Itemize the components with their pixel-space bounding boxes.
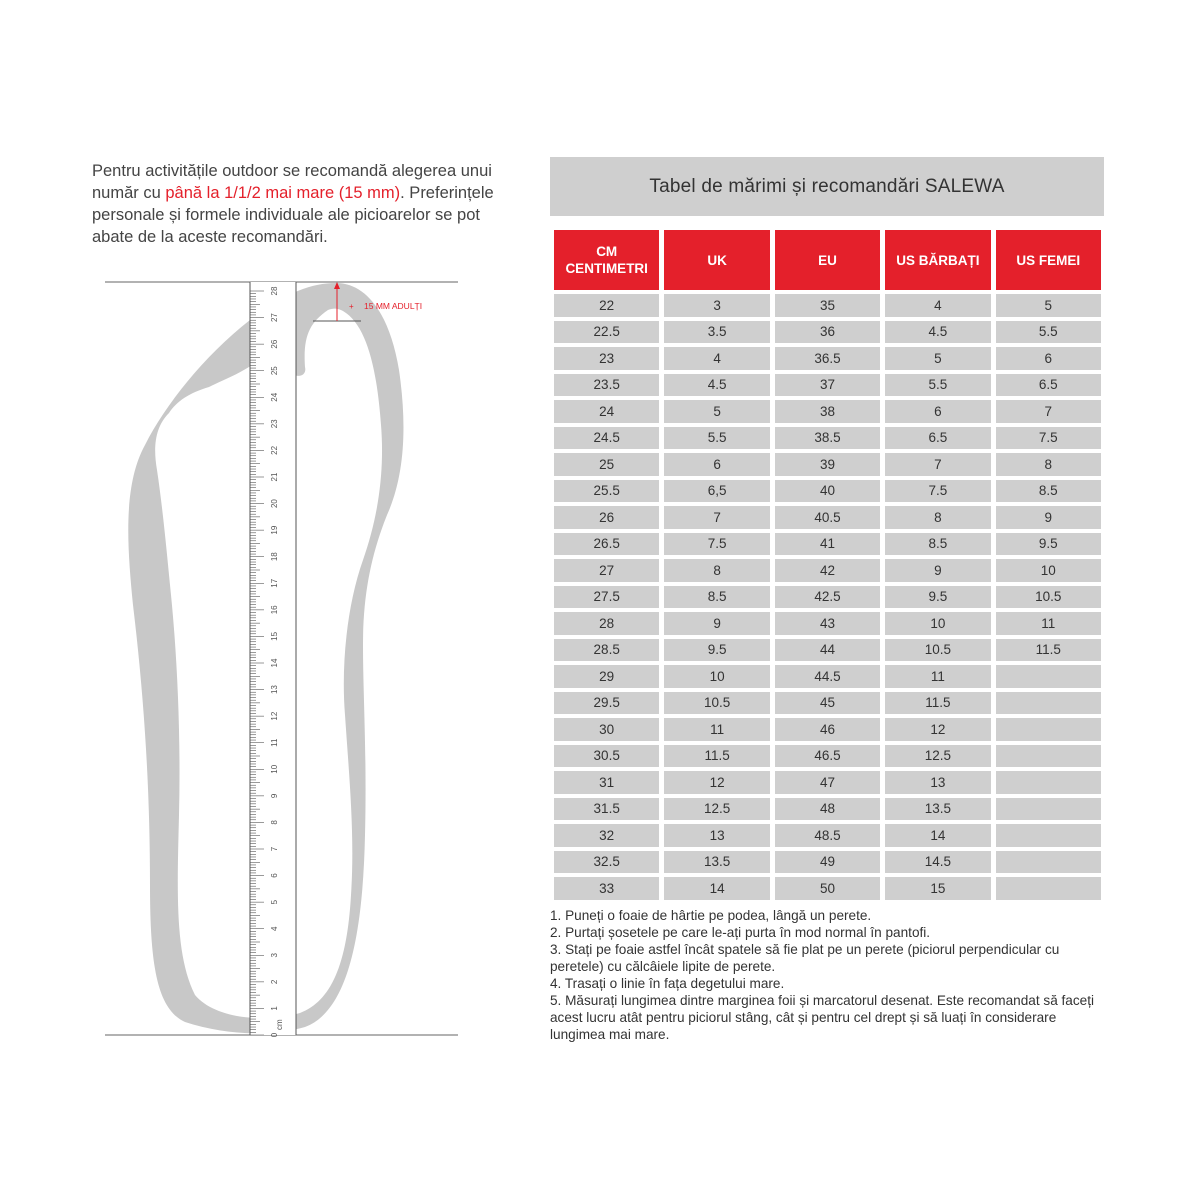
table-cell: 15 [885, 877, 990, 900]
table-row [554, 294, 1101, 317]
table-cell: 26 [554, 506, 659, 529]
table-cell: 36.5 [775, 347, 880, 370]
table-cell [996, 692, 1101, 715]
toe-shape [220, 379, 252, 407]
table-cell: 11.5 [885, 692, 990, 715]
table-row [554, 798, 1101, 821]
table-row [554, 745, 1101, 768]
table-cell: 12 [885, 718, 990, 741]
table-cell: 9.5 [996, 533, 1101, 556]
table-cell: 10.5 [885, 639, 990, 662]
ruler-number: 18 [270, 552, 279, 562]
table-cell: 29.5 [554, 692, 659, 715]
ruler-number: 22 [270, 445, 279, 455]
table-cell: 4.5 [885, 321, 990, 344]
table-cell: 41 [775, 533, 880, 556]
column-header: US FEMEI [996, 230, 1101, 290]
table-cell: 4 [885, 294, 990, 317]
ruler-number: 12 [270, 711, 279, 721]
table-cell: 40 [775, 480, 880, 503]
ruler-number: 19 [270, 525, 279, 535]
ruler-number: 7 [270, 846, 279, 852]
measurement-instructions [550, 907, 1110, 1043]
table-cell: 13.5 [885, 798, 990, 821]
table-row [554, 824, 1101, 847]
instruction-item: 5. Măsurați lungimea dintre marginea foii și marcatorul desenat. Este recomandat să faceți acest lucru atât pentru piciorul stâng, cât și pentru cel drept și să luați în considerare lungimea mai mare. [550, 993, 1095, 1042]
table-row [554, 718, 1101, 741]
table-row [554, 877, 1101, 900]
table-cell: 25 [554, 453, 659, 476]
table-cell: 7.5 [885, 480, 990, 503]
table-cell: 6 [664, 453, 769, 476]
table-cell: 30 [554, 718, 659, 741]
table-cell: 8.5 [885, 533, 990, 556]
table-cell: 44 [775, 639, 880, 662]
ruler-number: 0 [270, 1032, 279, 1038]
table-cell: 5 [885, 347, 990, 370]
table-cell: 13 [664, 824, 769, 847]
table-cell: 13 [885, 771, 990, 794]
table-row [554, 586, 1101, 609]
table-cell: 24 [554, 400, 659, 423]
ruler-number: 14 [270, 658, 279, 668]
table-cell: 14.5 [885, 851, 990, 874]
ruler-number: 3 [270, 953, 279, 958]
table-cell: 8 [664, 559, 769, 582]
table-row [554, 533, 1101, 556]
table-cell: 12.5 [885, 745, 990, 768]
ruler-number: 2 [270, 979, 279, 985]
table-cell: 37 [775, 374, 880, 397]
table-cell: 8 [885, 506, 990, 529]
table-cell: 3 [664, 294, 769, 317]
column-header: US BĂRBAȚI [885, 230, 990, 290]
table-row [554, 612, 1101, 635]
table-row [554, 453, 1101, 476]
table-cell: 46.5 [775, 745, 880, 768]
table-cell: 25.5 [554, 480, 659, 503]
table-cell [996, 824, 1101, 847]
table-cell: 7 [885, 453, 990, 476]
table-cell [996, 718, 1101, 741]
table-cell: 9.5 [664, 639, 769, 662]
table-cell [996, 771, 1101, 794]
table-cell: 8.5 [664, 586, 769, 609]
table-cell: 39 [775, 453, 880, 476]
table-cell: 11.5 [664, 745, 769, 768]
table-cell: 6.5 [885, 427, 990, 450]
table-cell: 22.5 [554, 321, 659, 344]
size-table [549, 226, 1106, 904]
table-cell [996, 798, 1101, 821]
table-cell: 9.5 [885, 586, 990, 609]
foot-diagram-svg [105, 275, 465, 1045]
table-cell: 6,5 [664, 480, 769, 503]
table-cell: 46 [775, 718, 880, 741]
ruler-number: 1 [270, 1006, 279, 1011]
table-cell: 10 [885, 612, 990, 635]
table-cell: 11 [885, 665, 990, 688]
table-cell: 26.5 [554, 533, 659, 556]
ruler-number: 20 [270, 499, 279, 509]
table-cell: 14 [664, 877, 769, 900]
table-cell: 29 [554, 665, 659, 688]
table-cell: 45 [775, 692, 880, 715]
table-row [554, 771, 1101, 794]
table-cell: 23 [554, 347, 659, 370]
table-cell: 9 [664, 612, 769, 635]
table-cell: 9 [996, 506, 1101, 529]
table-cell: 12 [664, 771, 769, 794]
table-cell: 11 [996, 612, 1101, 635]
table-cell: 42 [775, 559, 880, 582]
table-cell: 10.5 [664, 692, 769, 715]
table-cell: 48 [775, 798, 880, 821]
ruler-number: 23 [270, 419, 279, 429]
table-cell: 32.5 [554, 851, 659, 874]
table-cell: 10 [996, 559, 1101, 582]
table-cell [996, 745, 1101, 768]
table-row [554, 639, 1101, 662]
table-cell: 5.5 [996, 321, 1101, 344]
table-cell [996, 851, 1101, 874]
table-cell: 7.5 [996, 427, 1101, 450]
table-cell: 38.5 [775, 427, 880, 450]
table-cell: 47 [775, 771, 880, 794]
intro-text-end: . Preferințele personale și formele individuale ale picioarelor se pot abate de la aceste recomandări. [92, 184, 494, 246]
table-cell: 31 [554, 771, 659, 794]
table-row [554, 665, 1101, 688]
table-cell: 32 [554, 824, 659, 847]
table-cell: 28.5 [554, 639, 659, 662]
ruler-number: 17 [270, 578, 279, 588]
ruler-number: 15 [270, 631, 279, 641]
table-cell: 40.5 [775, 506, 880, 529]
table-row [554, 374, 1101, 397]
ruler-number: 24 [270, 392, 279, 402]
intro-highlight: până la 1/1/2 mai mare (15 mm) [165, 184, 401, 202]
table-cell: 9 [885, 559, 990, 582]
ruler-number: 8 [270, 820, 279, 825]
table-cell: 33 [554, 877, 659, 900]
table-row [554, 692, 1101, 715]
table-cell: 5 [996, 294, 1101, 317]
table-row [554, 851, 1101, 874]
table-row [554, 559, 1101, 582]
ruler-number: 27 [270, 313, 279, 323]
ruler-number: 11 [270, 738, 279, 747]
table-cell: 28 [554, 612, 659, 635]
table-cell: 8.5 [996, 480, 1101, 503]
table-cell: 7 [996, 400, 1101, 423]
ruler-number: 13 [270, 685, 279, 695]
ruler-number: 4 [270, 926, 279, 931]
table-cell: 12.5 [664, 798, 769, 821]
table-cell: 6.5 [996, 374, 1101, 397]
table-cell: 6 [885, 400, 990, 423]
size-table-header-row [554, 230, 1101, 290]
table-cell: 38 [775, 400, 880, 423]
size-table-body [554, 294, 1101, 900]
table-cell: 5.5 [885, 374, 990, 397]
table-cell: 24.5 [554, 427, 659, 450]
ruler-number: 10 [270, 764, 279, 774]
foot-measurement-diagram [105, 275, 465, 1045]
table-cell: 7.5 [664, 533, 769, 556]
ruler-number: 16 [270, 605, 279, 615]
table-row [554, 400, 1101, 423]
ruler-number: 26 [270, 339, 279, 349]
ruler-unit-label: cm [275, 1019, 284, 1030]
table-cell: 27 [554, 559, 659, 582]
table-cell: 27.5 [554, 586, 659, 609]
column-header: CM CENTIMETRI [554, 230, 659, 290]
column-header: EU [775, 230, 880, 290]
intro-text-start: Pentru activitățile outdoor se recomandă alegerea unui număr cu [92, 162, 492, 202]
table-cell: 4 [664, 347, 769, 370]
table-cell: 5 [664, 400, 769, 423]
table-cell: 43 [775, 612, 880, 635]
table-cell: 35 [775, 294, 880, 317]
table-row [554, 321, 1101, 344]
instruction-item: 2. Purtați șosetele pe care le-ați purta în mod normal în pantofi. [550, 925, 931, 940]
instruction-item: 3. Stați pe foaie astfel încât spatele să fie plat pe un perete (piciorul perpendicular cu peretele) cu călcâiele lipite de perete. [550, 942, 1060, 974]
table-cell: 22 [554, 294, 659, 317]
table-cell: 10.5 [996, 586, 1101, 609]
table-cell: 44.5 [775, 665, 880, 688]
table-cell: 49 [775, 851, 880, 874]
ruler-number: 5 [270, 899, 279, 905]
table-cell: 11.5 [996, 639, 1101, 662]
table-cell [996, 877, 1101, 900]
table-cell: 7 [664, 506, 769, 529]
ruler-number: 6 [270, 873, 279, 878]
table-cell: 8 [996, 453, 1101, 476]
size-table-title: Tabel de mărimi și recomandări SALEWA [550, 157, 1104, 216]
table-cell: 6 [996, 347, 1101, 370]
table-cell: 36 [775, 321, 880, 344]
table-cell: 5.5 [664, 427, 769, 450]
table-cell: 48.5 [775, 824, 880, 847]
ruler-number: 21 [270, 472, 279, 482]
table-row [554, 480, 1101, 503]
ruler-number: 9 [270, 793, 279, 799]
annotation-label: 15 MM ADULȚI [364, 301, 423, 311]
intro-text [92, 160, 502, 248]
table-cell: 42.5 [775, 586, 880, 609]
table-row [554, 347, 1101, 370]
toe-shape [187, 399, 223, 431]
table-cell: 50 [775, 877, 880, 900]
table-cell: 10 [664, 665, 769, 688]
table-cell: 31.5 [554, 798, 659, 821]
table-cell: 30.5 [554, 745, 659, 768]
table-cell: 11 [664, 718, 769, 741]
table-row [554, 506, 1101, 529]
table-cell: 4.5 [664, 374, 769, 397]
ruler-number: 28 [270, 286, 279, 296]
table-row [554, 427, 1101, 450]
table-cell: 14 [885, 824, 990, 847]
instruction-item: 4. Trasați o linie în fața degetului mare. [550, 976, 785, 991]
ruler-number: 25 [270, 366, 279, 376]
annotation-plus-sign: + [349, 302, 354, 311]
table-cell: 3.5 [664, 321, 769, 344]
table-cell: 23.5 [554, 374, 659, 397]
table-cell [996, 665, 1101, 688]
instruction-item: 1. Puneți o foaie de hârtie pe podea, lângă un perete. [550, 908, 872, 923]
table-cell: 13.5 [664, 851, 769, 874]
column-header: UK [664, 230, 769, 290]
